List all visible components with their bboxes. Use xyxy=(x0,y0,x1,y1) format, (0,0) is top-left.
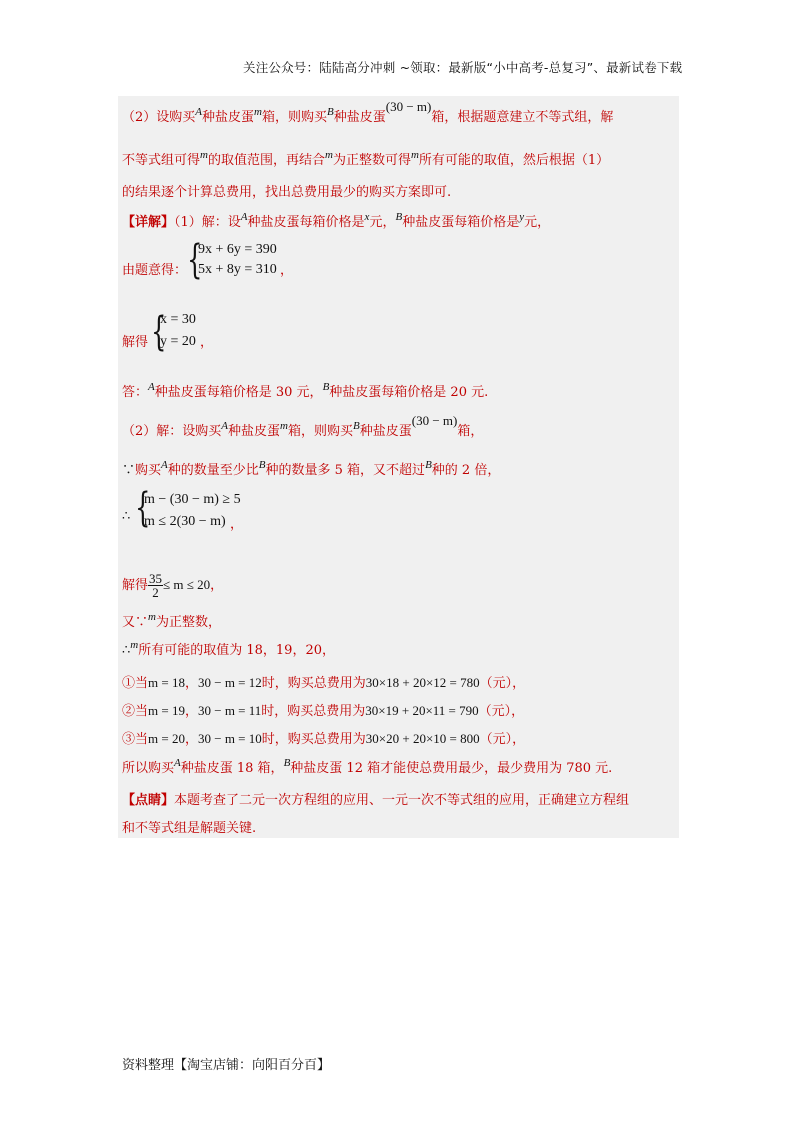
inequality-2: m ≤ 2(30 − m) xyxy=(144,514,226,529)
var-a: A xyxy=(221,420,229,432)
var-a: A xyxy=(195,106,203,118)
text: 为正整数可得 xyxy=(332,153,411,168)
text: 又∵ xyxy=(122,615,149,630)
equation-2: 5x + 8y = 310 xyxy=(198,262,277,277)
comma: ， xyxy=(184,704,198,719)
case-m: m = 18 xyxy=(148,675,185,690)
detail-tag: 【详解】 xyxy=(122,215,175,230)
text: 时，购买总费用为 xyxy=(261,704,366,719)
text: （元）， xyxy=(478,704,525,719)
integer-line xyxy=(122,611,221,632)
var-b: B xyxy=(327,106,334,118)
text: 元， xyxy=(524,215,551,230)
var-m: m xyxy=(410,149,419,161)
because-icon: ∵ xyxy=(122,463,136,478)
text: 本题考查了二元一次方程组的应用、一元一次不等式组的应用，正确建立方程组 xyxy=(174,793,630,808)
comma: ， xyxy=(210,578,224,593)
var-m: m xyxy=(280,420,288,432)
brace-icon: { xyxy=(135,485,151,531)
var-b: B xyxy=(283,757,291,769)
text: 箱，根据题意建立不等式组，解 xyxy=(431,110,614,125)
case-m: m = 20 xyxy=(148,731,185,746)
case-expr: 30 − m = 12 xyxy=(197,675,262,690)
text: 种盐皮蛋每箱价格是 20 元. xyxy=(329,385,489,400)
page-footer: 资料整理【淘宝店铺：向阳百分百】 xyxy=(122,1058,331,1073)
fraction-numerator: 35 xyxy=(149,571,163,586)
text: （2）设购买 xyxy=(122,110,196,125)
text: 种盐皮蛋 xyxy=(359,424,412,439)
var-m: m xyxy=(130,639,139,651)
detail-line-1 xyxy=(122,211,551,232)
text: ①当 xyxy=(122,676,149,691)
text: （1）解：设 xyxy=(174,215,241,230)
text: 种盐皮蛋 xyxy=(228,424,281,439)
text: ②当 xyxy=(122,704,149,719)
var-b: B xyxy=(395,211,403,223)
comma: ， xyxy=(184,732,198,747)
comma: ， xyxy=(200,335,214,350)
case-1 xyxy=(122,674,525,693)
text: 时，购买总费用为 xyxy=(261,676,366,691)
answer-line xyxy=(122,381,489,402)
var-b: B xyxy=(322,381,330,393)
solution-y: y = 20 xyxy=(160,334,196,349)
text: 种盐皮蛋 12 箱才能使总费用最少，最少费用为 780 元. xyxy=(290,761,613,776)
case-expr: 30 − m = 10 xyxy=(197,731,262,746)
case-total: 30×20 + 20×10 = 800 xyxy=(365,731,480,746)
text: 解得 xyxy=(122,578,149,593)
solution-x: x = 30 xyxy=(160,312,196,327)
case-2 xyxy=(122,702,524,721)
brace-icon: { xyxy=(151,309,167,355)
var-a: A xyxy=(148,381,155,393)
var-a: A xyxy=(174,757,181,769)
text: 所以购买 xyxy=(122,761,175,776)
inequality-1: m − (30 − m) ≥ 5 xyxy=(144,492,241,507)
text: 为正整数， xyxy=(155,615,221,630)
review-line-2: 和不等式组是解题关键. xyxy=(122,821,257,836)
var-b: B xyxy=(353,420,360,432)
text: 元， xyxy=(369,215,396,230)
text: 种的数量至少比 xyxy=(167,463,259,478)
analysis-line-1 xyxy=(122,99,614,127)
given-label: 由题意得： xyxy=(122,263,188,278)
case-total: 30×19 + 20×11 = 790 xyxy=(365,703,479,718)
var-a: A xyxy=(240,211,248,223)
text: 箱，则购买 xyxy=(287,424,353,439)
var-x: x xyxy=(364,211,370,223)
values-line xyxy=(122,639,335,660)
analysis-line-3: 的结果逐个计算总费用，找出总费用最少的购买方案即可. xyxy=(122,185,452,200)
text: 箱，则购买 xyxy=(261,110,327,125)
page-header: 关注公众号：陆陆高分冲刺 ~领取：最新版“小中高考-总复习”、最新试卷下载 xyxy=(243,60,683,75)
text: 不等式组可得 xyxy=(122,153,201,168)
var-a: A xyxy=(161,459,168,471)
case-m: m = 19 xyxy=(148,703,185,718)
var-m: m xyxy=(324,149,333,161)
text: 时，购买总费用为 xyxy=(261,732,366,747)
text: 所有可能的取值，然后根据（1） xyxy=(418,153,610,168)
text: 购买 xyxy=(135,463,162,478)
case-expr: 30 − m = 11 xyxy=(197,703,262,718)
text: （元）， xyxy=(479,732,526,747)
therefore-icon: ∴ xyxy=(122,509,131,524)
final-line xyxy=(122,757,613,778)
text: 种盐皮蛋每箱价格是 xyxy=(402,215,520,230)
comma: ， xyxy=(230,517,244,532)
review-tag: 【点睛】 xyxy=(122,793,175,808)
text: （元）， xyxy=(479,676,526,691)
var-m: m xyxy=(148,611,156,623)
case-3 xyxy=(122,730,525,749)
expr-30-minus-m: (30 − m) xyxy=(411,413,458,428)
text: ③当 xyxy=(122,732,149,747)
expr-30-minus-m: (30 − m) xyxy=(385,99,432,114)
case-total: 30×18 + 20×12 = 780 xyxy=(365,675,480,690)
comma: ， xyxy=(184,676,198,691)
text: 种盐皮蛋 xyxy=(333,110,386,125)
review-line-1 xyxy=(122,792,629,810)
solve-label: 解得 xyxy=(122,335,149,350)
text: 答： xyxy=(122,385,149,400)
var-m: m xyxy=(254,106,262,118)
text: （2）解：设购买 xyxy=(122,424,222,439)
fraction-denominator: 2 xyxy=(152,585,159,600)
range-expr: ≤ m ≤ 20 xyxy=(163,577,211,592)
analysis-line-2 xyxy=(122,149,610,170)
fraction xyxy=(148,572,163,599)
text: 箱， xyxy=(457,424,484,439)
comma: ， xyxy=(280,263,294,278)
text: 种盐皮蛋每箱价格是 30 元， xyxy=(154,385,323,400)
text: 种盐皮蛋 xyxy=(202,110,255,125)
range-line xyxy=(122,572,223,599)
because-line xyxy=(122,459,501,480)
text: 所有可能的取值为 18，19，20， xyxy=(138,643,335,658)
therefore-icon: ∴ xyxy=(122,643,131,658)
text: 种的数量多 5 箱，又不超过 xyxy=(265,463,426,478)
text: 种盐皮蛋每箱价格是 xyxy=(247,215,365,230)
var-b: B xyxy=(425,459,432,471)
part2-line xyxy=(122,413,484,441)
var-m: m xyxy=(200,149,208,161)
var-y: y xyxy=(519,211,525,223)
brace-icon: { xyxy=(187,237,203,283)
var-b: B xyxy=(258,459,266,471)
solution-panel xyxy=(118,96,679,838)
text: 的取值范围，再结合 xyxy=(207,153,325,168)
text: 种盐皮蛋 18 箱， xyxy=(180,761,284,776)
text: 种的 2 倍， xyxy=(431,463,501,478)
equation-1: 9x + 6y = 390 xyxy=(198,242,277,257)
